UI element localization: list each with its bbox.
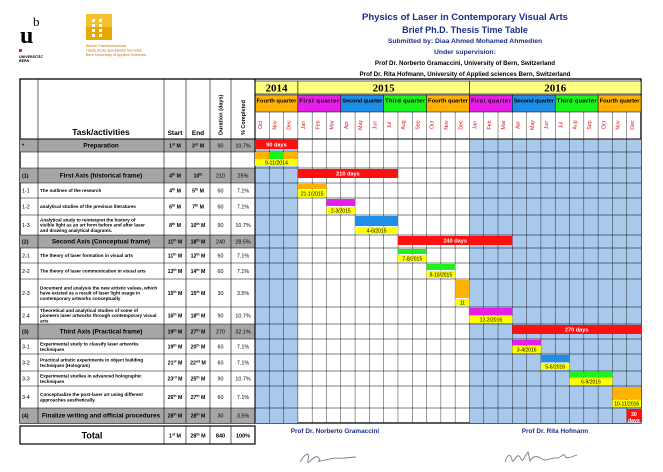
month-label: Sep [586, 120, 593, 130]
end-cell: 15th M [190, 290, 206, 297]
month-label: Oct [429, 120, 436, 130]
task-date-label: 11 [459, 300, 465, 307]
task-date-label: 9-10/2015 [429, 272, 453, 279]
row-number: 2-1 [22, 253, 30, 260]
end-cell: 28th M [190, 412, 206, 420]
task-bar [570, 372, 613, 377]
section-bar-label: 240 days [443, 238, 467, 245]
supervision-label: Under supervision: [434, 49, 496, 56]
document-subtitle: Brief Ph.D. Thesis Time Table [402, 25, 528, 35]
percent-cell: 7.1% [236, 204, 250, 211]
prep-date-label: 9-11/2014 [264, 160, 288, 167]
section-bar-label: 270 days [564, 327, 589, 334]
total-label: Total [81, 430, 103, 441]
bfh-line1: Berner Fachhochschule [86, 44, 127, 48]
row-number: 2-2 [22, 269, 30, 275]
quarter-label: Fourth quarter [599, 98, 640, 105]
column-header-duration: Duration (days) [218, 94, 225, 135]
duration-cell: 210 [216, 173, 225, 180]
percent-cell: 7.1% [236, 395, 250, 401]
month-label: Dec [629, 120, 636, 130]
section-title: Third Axis (Practical frame) [59, 328, 143, 336]
task-title: Experimental studies in advanced holographic techniques [40, 373, 142, 384]
month-label: Feb [315, 120, 322, 130]
start-cell: 19th M [167, 328, 183, 336]
row-number: 2-4 [22, 313, 30, 320]
start-cell: 8th M [169, 222, 181, 229]
month-label: Oct [601, 120, 608, 130]
section-title: Preparation [83, 142, 119, 150]
month-label: Oct [258, 120, 265, 130]
month-label: May [358, 120, 365, 130]
prep-subbar [284, 152, 298, 159]
end-cell: 18th M [190, 238, 206, 246]
duration-cell: 90 [217, 223, 224, 229]
task-bar [355, 216, 398, 226]
duration-cell: 60 [217, 188, 224, 195]
end-cell: 27th M [190, 394, 206, 401]
end-cell: 14th M [190, 268, 206, 275]
month-column-shade [284, 139, 298, 423]
task-title: Theoretical and analytical studies of some of pioneers laser artworks through contemporary visual arts [40, 308, 157, 324]
column-header-start: Start [167, 130, 183, 137]
column-header-percent: % Completed [241, 100, 247, 135]
month-column-shade [269, 139, 283, 423]
quarter-label: First quarter [470, 98, 511, 105]
row-number: 3-3 [22, 376, 30, 383]
unibe-line1: UNIVERSITÄT [19, 55, 43, 59]
month-label: Mar [329, 120, 336, 130]
section-bar-label: 90 days [266, 142, 287, 149]
month-label: Jun [544, 120, 551, 130]
task-title: Conceptualize the post-laser art using different approaches aesthetically. [40, 392, 143, 403]
start-cell: 21st M [167, 359, 183, 367]
task-title: The theory of laser formation in visual arts [40, 253, 133, 259]
row-number: (1) [22, 173, 29, 180]
supervisor-2: Prof Dr. Rita Hofmann, University of Applied sciences Bern, Switzerland [359, 71, 571, 78]
signature-name-1: Prof Dr. Norberto Gramaccini [290, 428, 380, 435]
task-title: Experimental study to classify laser artworks techniques [40, 341, 139, 352]
month-column-shade [469, 139, 483, 423]
task-bar [298, 184, 327, 189]
task-title: Document and analysis the new artistic values, which have existed as a result of laser light usage in contemporary artworks conceptually [40, 285, 158, 301]
duration-cell: 240 [216, 239, 225, 246]
month-label: Nov [444, 120, 450, 130]
start-cell: 28th M [167, 412, 183, 420]
column-header-task: Task/activities [72, 127, 130, 137]
task-bar [398, 249, 427, 254]
row-number: (2) [22, 239, 29, 246]
month-label: Aug [401, 120, 408, 130]
signature-name-2: Prof Dr. Rita Hofmann [521, 428, 589, 435]
duration-cell: 90 [217, 376, 224, 383]
start-cell: 15th M [167, 290, 183, 297]
section-bar-label: 30 days [627, 412, 640, 424]
duration-cell: 90 [217, 313, 224, 320]
month-column-shade [627, 139, 641, 423]
month-label: Jan [472, 120, 479, 130]
percent-cell: 3.5% [236, 413, 250, 420]
end-cell: 27th M [190, 328, 206, 336]
task-bar [541, 355, 570, 362]
month-label: Jun [372, 120, 379, 130]
month-label: Jul [558, 121, 565, 129]
percent-cell: 28.5% [235, 239, 251, 246]
unibe-line2: BERN [19, 59, 30, 63]
quarter-label: First quarter [299, 98, 340, 105]
month-column-shade [612, 139, 626, 423]
month-column-shade [527, 139, 541, 423]
end-cell: 25th M [190, 375, 206, 383]
year-label: 2015 [372, 82, 395, 95]
task-bar [427, 264, 456, 270]
bfh-line3: Bern University of Applied Sciences [86, 53, 146, 57]
section-bar-label: 210 days [336, 171, 360, 178]
duration-cell: 60 [217, 395, 224, 401]
task-title: Analytical study to reinterpret the history of visible light as an art form before and after laser and drawing analytical diagrams. [40, 217, 145, 233]
duration-cell: 90 [217, 143, 224, 150]
row-number: 1-1 [22, 188, 30, 195]
percent-cell: 10.7% [235, 376, 251, 383]
end-cell: 22nd M [190, 359, 206, 367]
document-title: Physics of Laser in Contemporary Visual Arts [362, 12, 568, 23]
duration-cell: 60 [217, 269, 224, 275]
start-cell: 26th M [167, 394, 183, 401]
month-column-shade [541, 139, 555, 423]
signature-scribble-2 [505, 452, 577, 462]
row-number: 1-2 [22, 204, 30, 211]
start-cell: 6th M [169, 203, 181, 211]
task-bar [326, 199, 355, 206]
start-cell: 4th M [169, 172, 181, 180]
month-label: Nov [615, 120, 622, 130]
task-bar [455, 280, 469, 298]
duration-cell: 30 [217, 413, 224, 420]
percent-cell: 7.1% [236, 269, 250, 275]
total-start: 1st M [168, 432, 182, 440]
start-cell: 11th M [167, 238, 183, 246]
row-number: * [22, 143, 25, 150]
task-date-label: 3-4/2016 [516, 347, 537, 354]
duration-cell: 60 [217, 253, 224, 260]
column-header-end: End [191, 130, 205, 137]
month-column-shade [498, 139, 512, 423]
start-cell: 4th M [169, 187, 181, 195]
task-bar [512, 340, 541, 345]
year-label: 2016 [544, 82, 567, 95]
task-title: The theory of laser communication in visual arts [40, 268, 146, 274]
month-label: Apr [515, 120, 522, 130]
prep-subbar [269, 152, 283, 159]
end-cell: 3rd M [191, 142, 205, 150]
month-label: Mar [501, 120, 508, 130]
quarter-label: Third quarter [385, 98, 426, 105]
quarter-label: Fourth quarter [428, 98, 468, 105]
end-cell: 7th M [192, 203, 204, 211]
year-label: 2014 [265, 82, 288, 95]
row-number: 3-1 [22, 344, 30, 351]
percent-cell: 32.1% [235, 329, 251, 336]
task-bar [612, 387, 641, 399]
submitted-by: Submitted by: Diaa Ahmed Mohamed Ahmedien [387, 38, 543, 45]
month-label: Aug [572, 120, 579, 130]
row-number: 3-2 [22, 360, 30, 367]
percent-cell: 7.1% [236, 188, 250, 195]
percent-cell: 10.7% [235, 143, 251, 150]
end-cell: 12th M [190, 252, 206, 260]
month-column-shade [255, 139, 269, 423]
duration-cell: 30 [217, 291, 224, 297]
supervisor-1: Prof Dr. Norberto Gramaccini, University of Bern, Switzerland [374, 60, 556, 67]
task-date-label: 6-9/2016 [581, 379, 601, 386]
month-label: Sep [415, 120, 422, 130]
month-column-shade [512, 139, 526, 423]
task-date-label: 21-1/2015 [300, 191, 324, 198]
quarter-label: Third quarter [556, 98, 597, 105]
row-number: 1-3 [22, 223, 30, 229]
task-title: The outlines of the research [40, 188, 102, 194]
quarter-label: Second quarter [513, 98, 554, 105]
end-cell: 10th M [190, 222, 206, 229]
start-cell: 23rd M [167, 375, 183, 383]
end-cell: 10th [193, 172, 203, 180]
month-column-shade [555, 139, 569, 423]
duration-cell: 60 [217, 204, 224, 211]
section-title: Finalize writing and official procedures [41, 412, 161, 420]
month-label: Apr [343, 120, 350, 130]
bfh-line2: Haute école spécialisée bernoise [86, 48, 142, 53]
end-cell: 20th M [190, 343, 206, 351]
signatures [291, 428, 589, 463]
row-number: (3) [22, 329, 29, 336]
percent-cell: 7.1% [236, 360, 250, 367]
end-cell: 5th M [192, 187, 204, 195]
row-number: 2-3 [22, 291, 30, 297]
total-duration: 840 [215, 433, 226, 440]
start-cell: 11th M [167, 252, 183, 260]
task-date-label: 2-3/2015 [330, 208, 351, 215]
task-date-label: 5-6/2016 [545, 364, 566, 371]
end-cell: 18th M [190, 312, 206, 320]
percent-cell: 7.1% [236, 344, 250, 351]
duration-cell: 60 [217, 360, 224, 367]
month-label: Dec [286, 120, 293, 130]
task-date-label: 7-8/2015 [402, 256, 423, 263]
total-percent: 100% [235, 433, 251, 440]
quarter-label: Second quarter [342, 98, 383, 105]
month-label: Jul [386, 121, 393, 129]
total-end: 28th M [190, 432, 206, 440]
task-date-label: 12-2/2016 [479, 317, 503, 324]
month-label: Nov [272, 120, 279, 130]
unibe-mark: u [20, 23, 34, 49]
start-cell: 19th M [167, 343, 183, 351]
row-number: 3-4 [22, 395, 30, 401]
percent-cell: 25% [237, 173, 249, 180]
section-title: First Axis (historical frame) [59, 172, 143, 180]
duration-cell: 270 [216, 329, 225, 336]
start-cell: 1st M [169, 142, 181, 150]
duration-cell: 60 [217, 344, 224, 351]
task-bar [469, 308, 512, 315]
task-title: analytical studies of the previous literatures [40, 204, 136, 210]
signature-scribble-1 [300, 454, 356, 462]
row-number: (4) [22, 413, 29, 420]
month-column-shade [484, 139, 498, 423]
percent-cell: 10.7% [235, 313, 251, 320]
month-label: May [529, 120, 536, 130]
task-date-label: 10-11/2016 [614, 401, 640, 408]
prep-subbar [255, 152, 269, 159]
month-label: Jan [301, 120, 308, 130]
start-cell: 13th M [167, 268, 183, 275]
task-title: Practical artistic experiments in object building techniques (Hologram) [40, 357, 144, 368]
section-title: Second Axis (Conceptual frame) [51, 238, 151, 246]
month-label: Feb [486, 120, 493, 130]
quarter-label: Fourth quarter [256, 98, 297, 105]
month-label: Dec [458, 120, 465, 130]
start-cell: 16th M [167, 312, 183, 320]
percent-cell: 10.7% [235, 223, 251, 229]
task-date-label: 4-6/2015 [366, 228, 387, 235]
percent-cell: 7.1% [236, 253, 250, 260]
percent-cell: 3.5% [236, 291, 250, 297]
unibe-sup: b [33, 14, 40, 29]
